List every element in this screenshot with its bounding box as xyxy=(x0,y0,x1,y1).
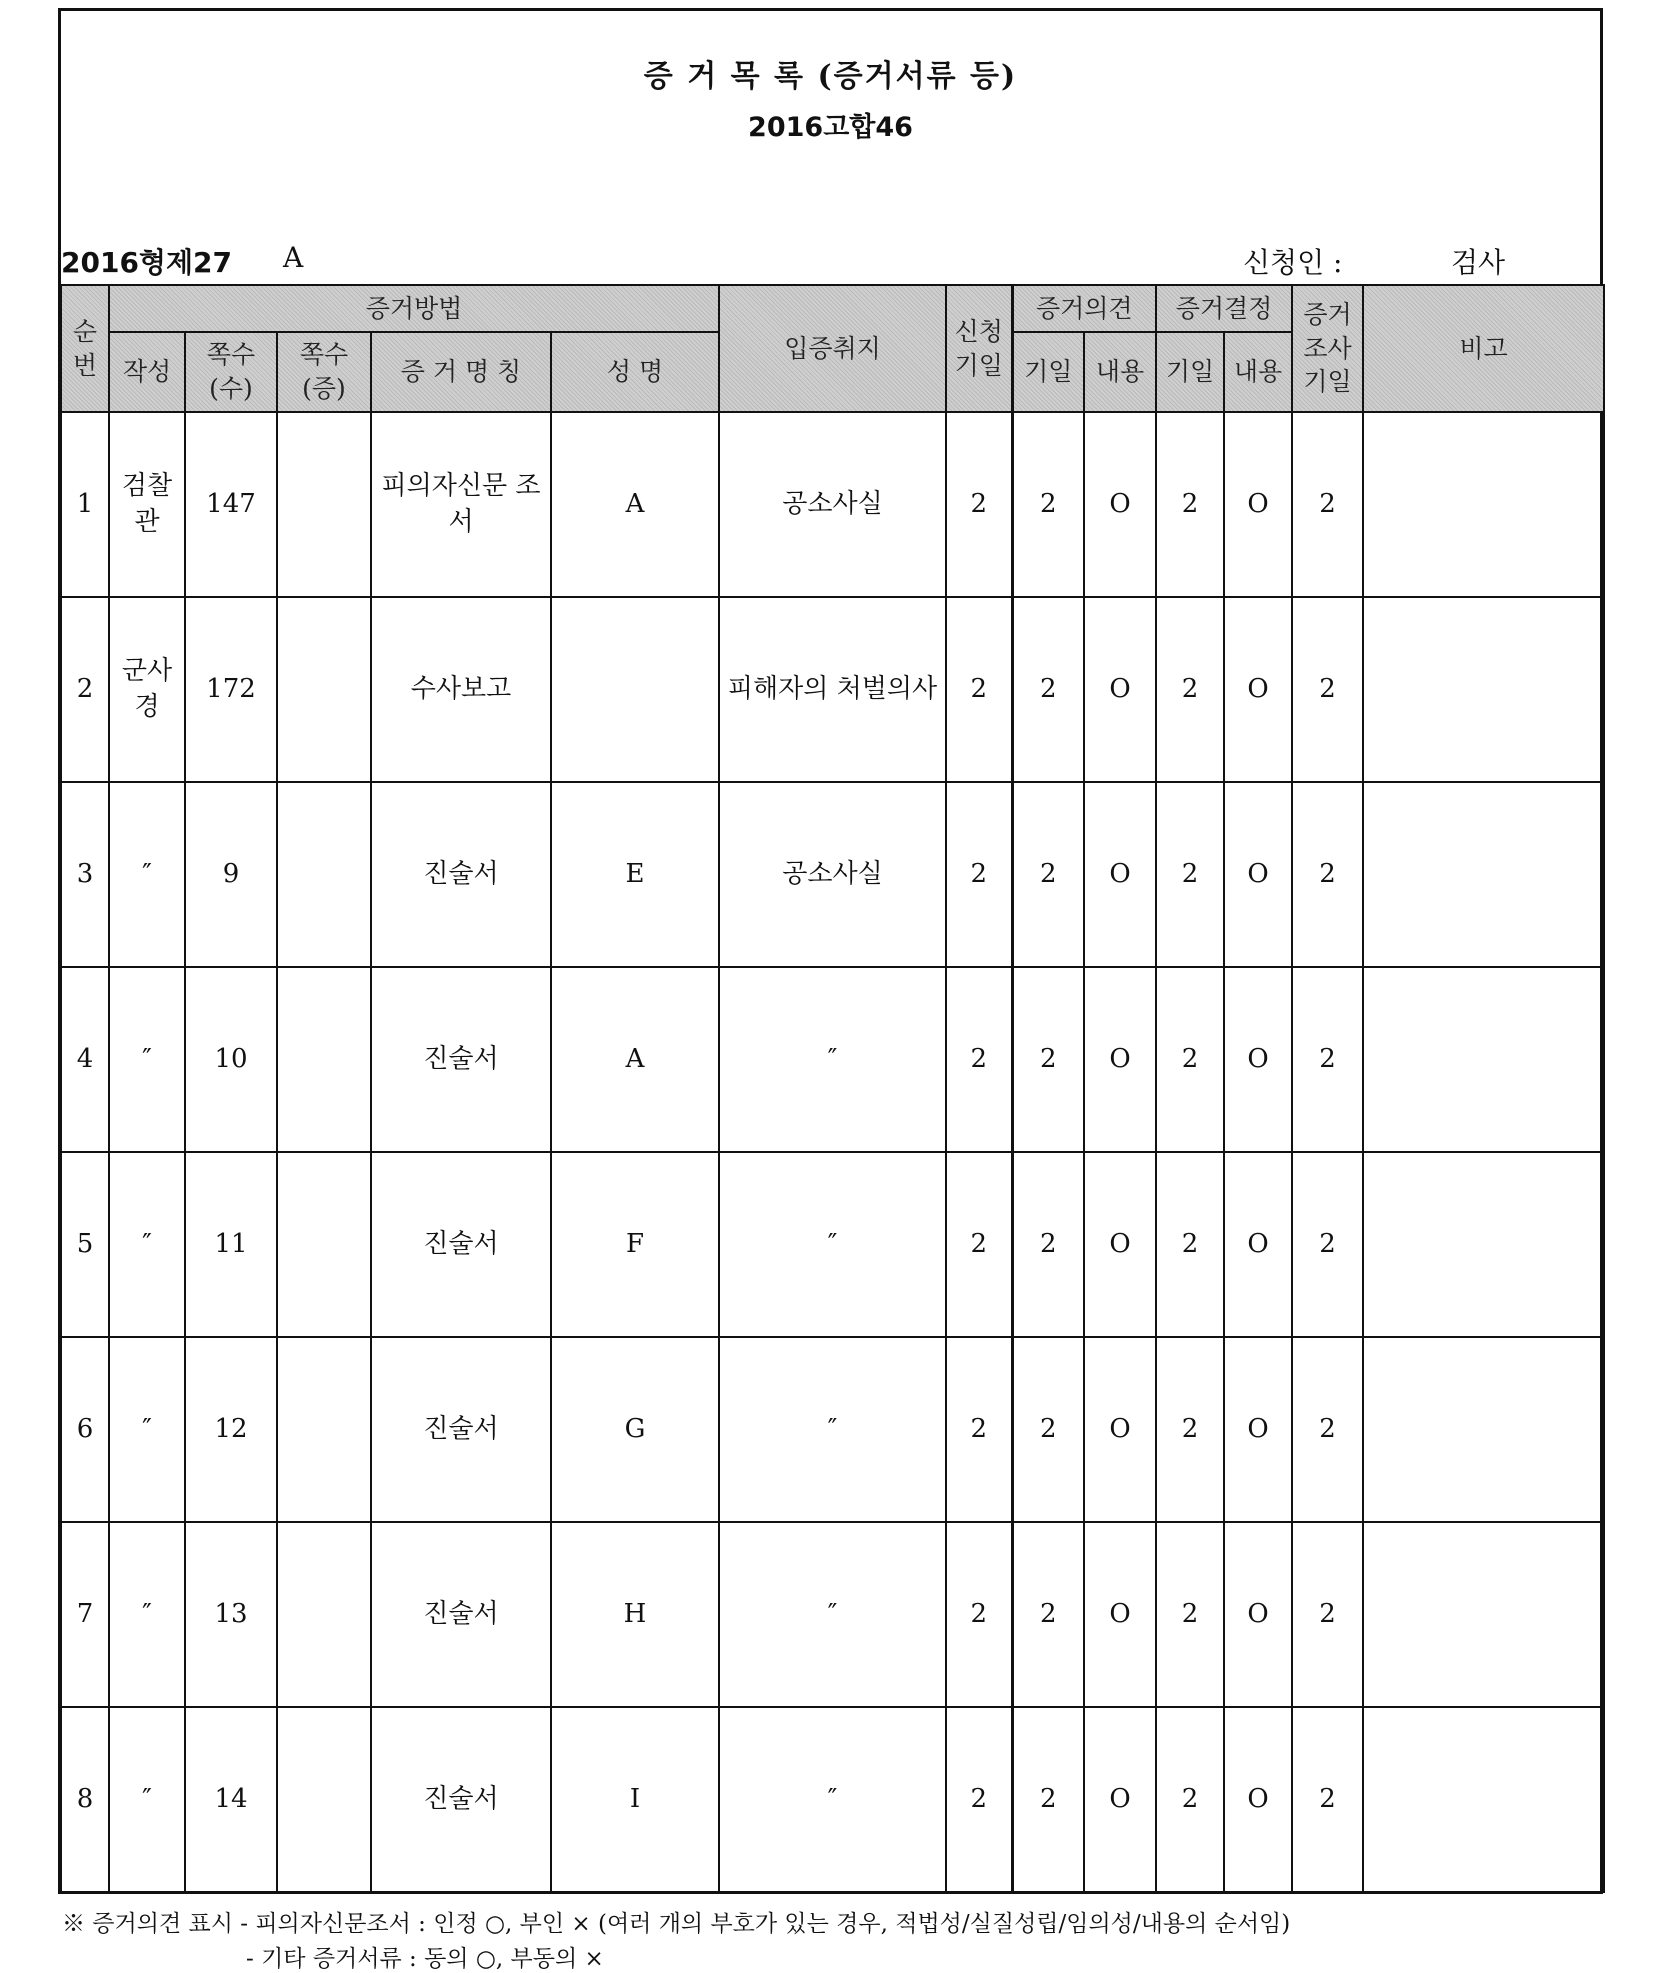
header-decision-group: 증거결정 xyxy=(1156,285,1292,332)
header-author: 작성 xyxy=(109,332,185,412)
table-row xyxy=(61,1152,1604,1337)
cell-author: ″ xyxy=(109,1707,185,1892)
table-row xyxy=(61,597,1604,782)
opinion-note-line1: ※ 증거의견 표시 - 피의자신문조서 : 인정 ○, 부인 × (여러 개의 부호가 있는 경우, 적법성/실질성립/임의성/내용의 순서임) xyxy=(62,1911,1291,1937)
cell-evidence-name: 진술서 xyxy=(371,1522,551,1707)
cell-apply-date: 2 xyxy=(946,1522,1012,1707)
cell-seq: 8 xyxy=(61,1707,109,1892)
cell-seq: 7 xyxy=(61,1522,109,1707)
cell-decision-content: O xyxy=(1224,1337,1292,1522)
table-row xyxy=(61,1522,1604,1707)
cell-seq: 5 xyxy=(61,1152,109,1337)
cell-opinion-date: 2 xyxy=(1012,782,1084,967)
cell-decision-date: 2 xyxy=(1156,1152,1224,1337)
cell-opinion-content: O xyxy=(1084,1152,1156,1337)
header-decision-date: 기일 xyxy=(1156,332,1224,412)
cell-page-su: 172 xyxy=(185,597,277,782)
header-seq: 순번 xyxy=(61,285,109,412)
cell-seq: 2 xyxy=(61,597,109,782)
cell-exam-date: 2 xyxy=(1292,967,1363,1152)
cell-decision-date: 2 xyxy=(1156,1707,1224,1892)
cell-page-su: 11 xyxy=(185,1152,277,1337)
header-opinion-date: 기일 xyxy=(1012,332,1084,412)
cell-exam-date: 2 xyxy=(1292,412,1363,597)
case-number: 2016형제27 xyxy=(61,246,232,279)
cell-exam-date: 2 xyxy=(1292,1337,1363,1522)
cell-opinion-date: 2 xyxy=(1012,1707,1084,1892)
cell-opinion-content: O xyxy=(1084,1337,1156,1522)
cell-person-name: A xyxy=(551,967,719,1152)
cell-decision-date: 2 xyxy=(1156,967,1224,1152)
header-exam-date: 증거 조사 기일 xyxy=(1292,285,1363,412)
cell-person-name xyxy=(551,597,719,782)
cell-remarks xyxy=(1363,597,1604,782)
cell-page-su: 12 xyxy=(185,1337,277,1522)
cell-author: 군사 경 xyxy=(109,597,185,782)
cell-opinion-content: O xyxy=(1084,412,1156,597)
cell-opinion-content: O xyxy=(1084,1707,1156,1892)
header-person-name: 성 명 xyxy=(551,332,719,412)
cell-seq: 4 xyxy=(61,967,109,1152)
cell-page-jeung xyxy=(277,1522,371,1707)
cell-evidence-name: 피의자신문 조서 xyxy=(371,412,551,597)
cell-decision-content: O xyxy=(1224,1152,1292,1337)
cell-opinion-content: O xyxy=(1084,597,1156,782)
cell-page-jeung xyxy=(277,1337,371,1522)
cell-person-name: I xyxy=(551,1707,719,1892)
cell-opinion-content: O xyxy=(1084,782,1156,967)
table-header xyxy=(61,285,1604,412)
document-title: 증 거 목 록 (증거서류 등) xyxy=(643,59,1018,94)
cell-page-su: 147 xyxy=(185,412,277,597)
cell-decision-content: O xyxy=(1224,1707,1292,1892)
cell-page-jeung xyxy=(277,1707,371,1892)
cell-opinion-date: 2 xyxy=(1012,1337,1084,1522)
cell-author: ″ xyxy=(109,1152,185,1337)
header-opinion-content: 내용 xyxy=(1084,332,1156,412)
cell-page-jeung xyxy=(277,1152,371,1337)
cell-person-name: A xyxy=(551,412,719,597)
header-opinion-group: 증거의견 xyxy=(1012,285,1156,332)
cell-evidence-name: 진술서 xyxy=(371,1152,551,1337)
evidence-table xyxy=(60,284,1605,1893)
cell-decision-date: 2 xyxy=(1156,597,1224,782)
cell-author: ″ xyxy=(109,967,185,1152)
cell-decision-date: 2 xyxy=(1156,1337,1224,1522)
cell-apply-date: 2 xyxy=(946,967,1012,1152)
cell-remarks xyxy=(1363,1337,1604,1522)
cell-page-jeung xyxy=(277,967,371,1152)
cell-exam-date: 2 xyxy=(1292,1707,1363,1892)
cell-page-su: 13 xyxy=(185,1522,277,1707)
header-decision-content: 내용 xyxy=(1224,332,1292,412)
cell-page-su: 10 xyxy=(185,967,277,1152)
cell-author: ″ xyxy=(109,782,185,967)
cell-remarks xyxy=(1363,412,1604,597)
cell-page-jeung xyxy=(277,597,371,782)
cell-evidence-name: 수사보고 xyxy=(371,597,551,782)
cell-decision-content: O xyxy=(1224,782,1292,967)
cell-author: ″ xyxy=(109,1337,185,1522)
cell-purpose: ″ xyxy=(719,1522,946,1707)
header-apply-date: 신청 기일 xyxy=(946,285,1012,412)
table-row xyxy=(61,412,1604,597)
cell-apply-date: 2 xyxy=(946,782,1012,967)
header-page-jeung: 쪽수 (증) xyxy=(277,332,371,412)
cell-evidence-name: 진술서 xyxy=(371,1337,551,1522)
cell-remarks xyxy=(1363,1522,1604,1707)
cell-page-jeung xyxy=(277,412,371,597)
cell-remarks xyxy=(1363,1152,1604,1337)
cell-decision-content: O xyxy=(1224,967,1292,1152)
cell-exam-date: 2 xyxy=(1292,597,1363,782)
cell-purpose: ″ xyxy=(719,1152,946,1337)
opinion-note-line2: - 기타 증거서류 : 동의 ○, 부동의 × xyxy=(246,1946,604,1972)
cell-purpose: 공소사실 xyxy=(719,782,946,967)
cell-opinion-date: 2 xyxy=(1012,412,1084,597)
cell-opinion-date: 2 xyxy=(1012,967,1084,1152)
cell-seq: 3 xyxy=(61,782,109,967)
cell-purpose: ″ xyxy=(719,1337,946,1522)
applicant-label: 신청인 : xyxy=(1243,246,1343,279)
cell-evidence-name: 진술서 xyxy=(371,782,551,967)
header-evidence-name: 증 거 명 칭 xyxy=(371,332,551,412)
cell-exam-date: 2 xyxy=(1292,1152,1363,1337)
cell-person-name: G xyxy=(551,1337,719,1522)
cell-author: ″ xyxy=(109,1522,185,1707)
case-party: A xyxy=(283,241,304,274)
document-subtitle: 2016고합46 xyxy=(748,112,913,143)
cell-person-name: F xyxy=(551,1152,719,1337)
cell-evidence-name: 진술서 xyxy=(371,967,551,1152)
header-page-su: 쪽수 (수) xyxy=(185,332,277,412)
table-row xyxy=(61,1337,1604,1522)
cell-page-jeung xyxy=(277,782,371,967)
cell-decision-content: O xyxy=(1224,597,1292,782)
cell-remarks xyxy=(1363,967,1604,1152)
cell-decision-content: O xyxy=(1224,412,1292,597)
header-purpose: 입증취지 xyxy=(719,285,946,412)
evidence-list-frame xyxy=(58,8,1603,1894)
cell-person-name: H xyxy=(551,1522,719,1707)
cell-opinion-content: O xyxy=(1084,1522,1156,1707)
cell-apply-date: 2 xyxy=(946,1707,1012,1892)
table-row xyxy=(61,1707,1604,1892)
cell-purpose: 공소사실 xyxy=(719,412,946,597)
cell-author: 검찰 관 xyxy=(109,412,185,597)
cell-purpose: 피해자의 처벌의사 xyxy=(719,597,946,782)
cell-opinion-date: 2 xyxy=(1012,1522,1084,1707)
cell-opinion-content: O xyxy=(1084,967,1156,1152)
cell-remarks xyxy=(1363,782,1604,967)
cell-person-name: E xyxy=(551,782,719,967)
table-body xyxy=(61,412,1604,1892)
cell-apply-date: 2 xyxy=(946,597,1012,782)
applicant-value: 검사 xyxy=(1451,246,1506,279)
table-row xyxy=(61,967,1604,1152)
cell-remarks xyxy=(1363,1707,1604,1892)
cell-decision-date: 2 xyxy=(1156,412,1224,597)
cell-apply-date: 2 xyxy=(946,1152,1012,1337)
cell-exam-date: 2 xyxy=(1292,782,1363,967)
cell-purpose: ″ xyxy=(719,967,946,1152)
cell-seq: 6 xyxy=(61,1337,109,1522)
cell-apply-date: 2 xyxy=(946,412,1012,597)
cell-page-su: 9 xyxy=(185,782,277,967)
cell-purpose: ″ xyxy=(719,1707,946,1892)
cell-opinion-date: 2 xyxy=(1012,597,1084,782)
cell-decision-date: 2 xyxy=(1156,782,1224,967)
cell-decision-date: 2 xyxy=(1156,1522,1224,1707)
cell-apply-date: 2 xyxy=(946,1337,1012,1522)
cell-page-su: 14 xyxy=(185,1707,277,1892)
cell-exam-date: 2 xyxy=(1292,1522,1363,1707)
cell-decision-content: O xyxy=(1224,1522,1292,1707)
header-remarks: 비고 xyxy=(1363,285,1604,412)
cell-seq: 1 xyxy=(61,412,109,597)
cell-opinion-date: 2 xyxy=(1012,1152,1084,1337)
cell-evidence-name: 진술서 xyxy=(371,1707,551,1892)
table-row xyxy=(61,782,1604,967)
header-method-group: 증거방법 xyxy=(109,285,719,332)
